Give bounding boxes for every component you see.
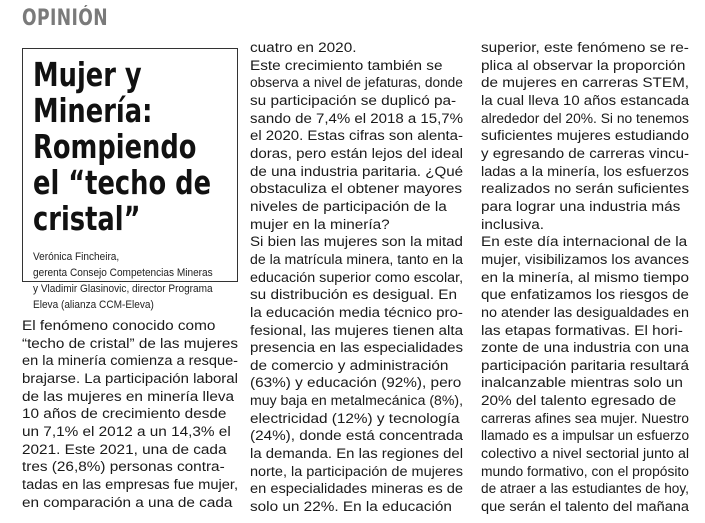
body-text-line: tres (26,8%) personas contra- bbox=[22, 459, 225, 476]
body-text-line: carreras afines sea mujer. Nuestro bbox=[481, 410, 689, 427]
body-text-line: doras, pero están lejos del ideal bbox=[250, 145, 463, 162]
body-text-line: educación superior como escolar, bbox=[250, 269, 464, 286]
section-label: OPINIÓN bbox=[22, 6, 108, 31]
body-text-line: mundo formativo, con el propósito bbox=[481, 463, 689, 480]
body-text-line: En este día internacional de la bbox=[481, 234, 688, 251]
text-column-3 bbox=[481, 40, 698, 517]
body-text-line: la demanda. En las regiones del bbox=[250, 446, 464, 463]
headline-box bbox=[22, 48, 238, 311]
body-text-line: fesional, las mujeres tienen alta bbox=[250, 322, 464, 339]
body-text-line: que serán el talento del mañana bbox=[481, 499, 689, 516]
body-text-line: muy baja en metalmecánica (8%), bbox=[250, 393, 463, 410]
body-text-line: zonte de una industria con una bbox=[481, 340, 690, 357]
body-text-line: su distribución es desigual. En bbox=[250, 287, 457, 304]
body-text-line: no atender las desigualdades en bbox=[481, 304, 689, 321]
body-text-line: en la minería, al mismo tiempo bbox=[481, 269, 690, 286]
text-column-2 bbox=[250, 40, 471, 517]
byline bbox=[33, 249, 229, 313]
body-text-line: “techo de cristal” de las mujeres bbox=[22, 335, 238, 352]
headline-line: cristal” bbox=[33, 199, 141, 238]
byline-line: Verónica Fincheira, bbox=[33, 251, 120, 263]
body-text-line: la educación media técnico pro- bbox=[250, 304, 463, 321]
body-text-line: llamado es a impulsar un esfuerzo bbox=[481, 428, 690, 445]
body-text-line: solo un 22%. En la educación bbox=[250, 499, 452, 516]
body-text-line: observa a nivel de jefaturas, donde bbox=[250, 75, 463, 92]
body-text-line: la cual lleva 10 años estancada bbox=[481, 92, 690, 109]
body-text-line: niveles de participación de la bbox=[250, 198, 447, 215]
headline-line: Mujer y Minería: bbox=[33, 55, 153, 130]
body-text-line: norte, la participación de mujeres bbox=[250, 463, 463, 480]
body-text-line: plica al observar la proporción bbox=[481, 57, 686, 74]
body-text-line: las etapas formativas. El hori- bbox=[481, 322, 683, 339]
body-text-line: en especialidades mineras es de bbox=[250, 481, 464, 498]
body-text-line: ladas a la minería, los esfuerzos bbox=[481, 163, 689, 180]
body-text-line: Si bien las mujeres son la mitad bbox=[250, 234, 463, 251]
body-text-line: (24%), donde está concentrada bbox=[250, 428, 464, 445]
body-text-line: electricidad (12%) y tecnología bbox=[250, 410, 460, 427]
body-text-line: de las mujeres en minería lleva bbox=[22, 388, 235, 405]
body-text-line: colectivo a nivel sectorial junto al bbox=[481, 446, 690, 463]
body-text-line: brajarse. La participación laboral bbox=[22, 370, 238, 387]
article-headline bbox=[33, 57, 232, 237]
body-text-line: presencia en las especialidades bbox=[250, 340, 463, 357]
body-text-line: su participación se duplicó pa- bbox=[250, 92, 457, 109]
body-text-line: 10 años de crecimiento desde bbox=[22, 406, 227, 423]
body-text-line: El fenómeno conocido como bbox=[22, 318, 216, 334]
headline-line: Rompiendo bbox=[33, 127, 197, 166]
body-text-line: superior, este fenómeno se re- bbox=[481, 40, 689, 56]
body-text-line: y egresando de carreras vincu- bbox=[481, 145, 690, 162]
body-text-line: realizados no serán suficientes bbox=[481, 181, 690, 198]
byline-line: Eleva (alianza CCM-Eleva) bbox=[33, 299, 154, 311]
body-text-line: (63%) y educación (92%), pero bbox=[250, 375, 462, 392]
body-text-line: un 7,1% el 2012 a un 14,3% el bbox=[22, 423, 231, 440]
body-text-line: de atraer a las estudiantes de hoy, bbox=[481, 481, 689, 498]
headline-line: el “techo de bbox=[33, 163, 212, 202]
body-text-line: 20% del talento egresado de bbox=[481, 393, 677, 410]
body-text-line: sando de 7,4% el 2018 a 15,7% bbox=[250, 110, 464, 127]
body-text-line: inclusiva. bbox=[481, 216, 545, 233]
text-column-1 bbox=[22, 318, 239, 512]
body-text-line: 2021. Este 2021, una de cada bbox=[22, 441, 227, 458]
body-text-line: que enfatizamos los riesgos de bbox=[481, 287, 689, 304]
body-text-line: tadas en las empresas fue mujer, bbox=[22, 476, 239, 493]
body-text-line: cuatro en 2020. bbox=[250, 40, 357, 56]
body-text-line: alrededor del 20%. Si no tenemos bbox=[481, 110, 689, 127]
body-text-line: de la matrícula minera, tanto en la bbox=[250, 251, 464, 268]
body-text-line: suficientes mujeres estudiando bbox=[481, 128, 690, 145]
body-text-line: mujer en la minería? bbox=[250, 216, 390, 233]
body-text-line: de una industria paritaria. ¿Qué bbox=[250, 163, 464, 180]
body-text-line: participación paritaria resultará bbox=[481, 357, 689, 374]
byline-line: y Vladimir Glasinovic, director Programa bbox=[33, 283, 213, 295]
body-text-line: el 2020. Estas cifras son alenta- bbox=[250, 128, 463, 145]
body-text-line: en comparación a una de cada bbox=[22, 494, 233, 511]
body-text-line: mujer, visibilizamos los avances bbox=[481, 251, 689, 268]
body-text-line: obstaculiza el obtener mayores bbox=[250, 181, 463, 198]
body-text-line: inalcanzable mientras solo un bbox=[481, 375, 683, 392]
byline-line: gerenta Consejo Competencias Mineras bbox=[33, 267, 213, 279]
body-text-line: para lograr una industria más bbox=[481, 198, 681, 215]
body-text-line: de mujeres en carreras STEM, bbox=[481, 75, 690, 92]
body-text-line: de comercio y administración bbox=[250, 357, 449, 374]
body-text-line: Este crecimiento también se bbox=[250, 57, 443, 74]
body-text-line: en la minería comienza a resque- bbox=[22, 353, 239, 370]
